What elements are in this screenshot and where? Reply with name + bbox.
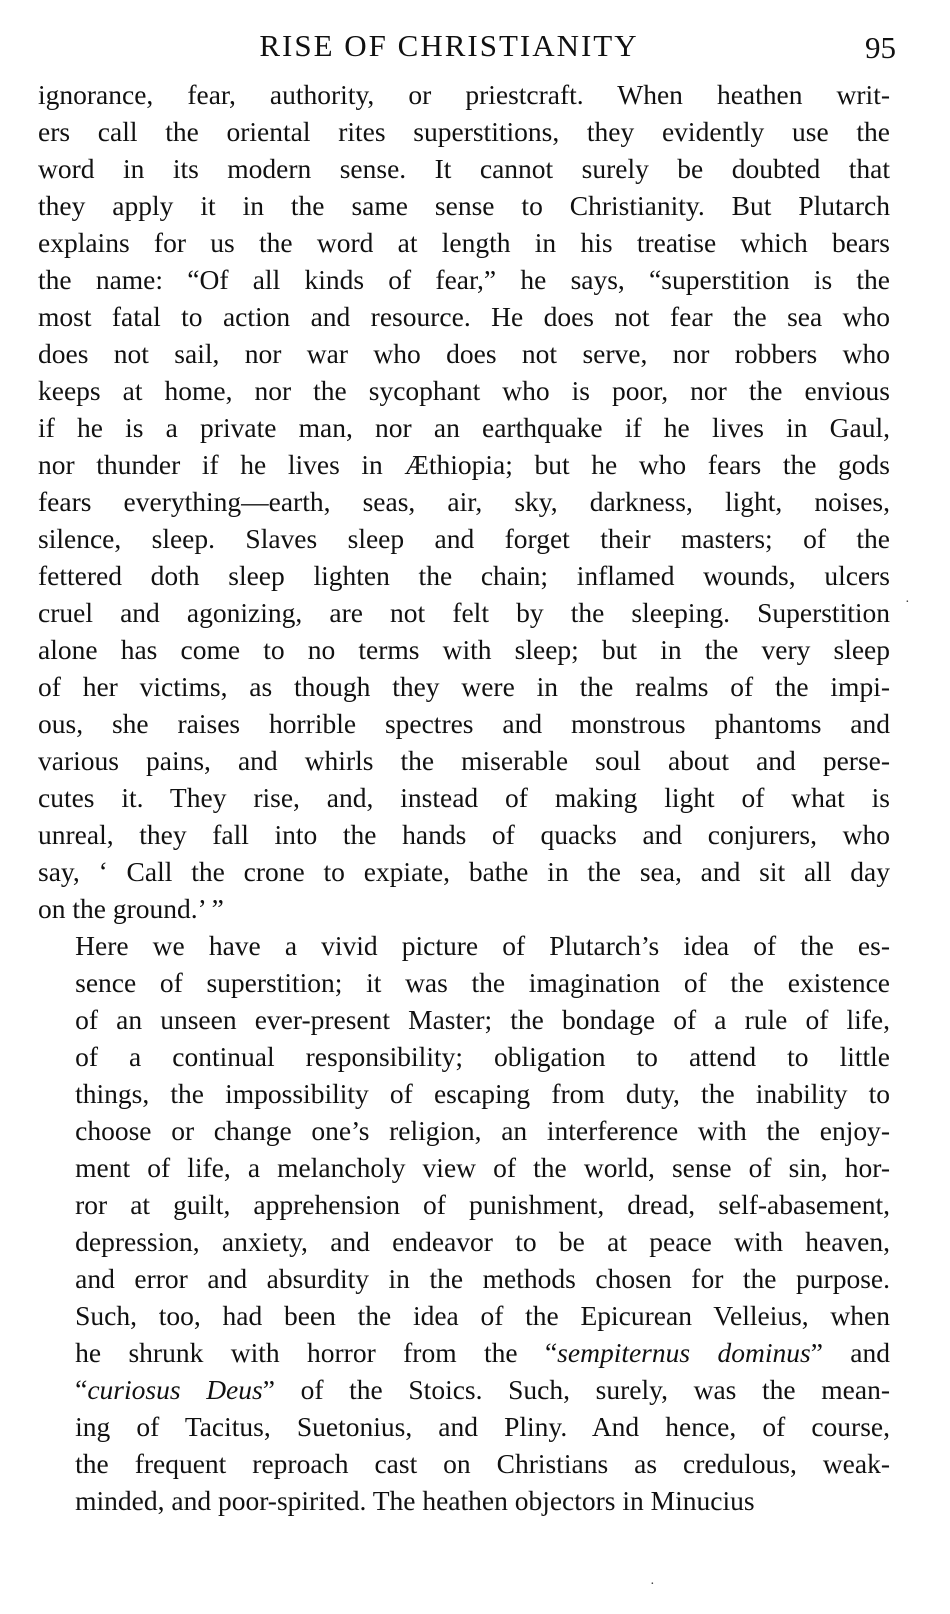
text-line: various pains, and whirls the miserable soul about and perse- bbox=[38, 745, 890, 776]
text-line: the name: “Of all kinds of fear,” he says, “superstition is the bbox=[38, 264, 890, 295]
text-line: on the ground.’ ” bbox=[38, 893, 224, 924]
body-text bbox=[38, 76, 890, 1519]
latin-phrase: curiosus Deus bbox=[87, 1374, 263, 1405]
running-head bbox=[38, 24, 896, 76]
paragraph bbox=[38, 76, 890, 927]
text-line: things, the impossibility of escaping from duty, the inability to bbox=[75, 1078, 890, 1109]
text-line: Here we have a vivid picture of Plutarch’s idea of the es- bbox=[75, 930, 890, 961]
text-line: of an unseen ever-present Master; the bondage of a rule of life, bbox=[75, 1004, 890, 1035]
text-line: silence, sleep. Slaves sleep and forget their masters; of the bbox=[38, 523, 890, 554]
text-run: ” of the Stoics. Such, surely, was the mean- bbox=[262, 1374, 890, 1405]
text-line: ers call the oriental rites superstitions, they evidently use the bbox=[38, 116, 890, 147]
text-line: keeps at home, nor the sycophant who is poor, nor the envious bbox=[38, 375, 890, 406]
text-line: alone has come to no terms with sleep; but in the very sleep bbox=[38, 634, 890, 665]
text-line: sence of superstition; it was the imagination of the existence bbox=[75, 967, 890, 998]
text-line: unreal, they fall into the hands of quacks and conjurers, who bbox=[38, 819, 890, 850]
text-line bbox=[38, 1334, 890, 1371]
text-line: they apply it in the same sense to Christianity. But Plutarch bbox=[38, 190, 890, 221]
text-line: of her victims, as though they were in the realms of the impi- bbox=[38, 671, 890, 702]
text-line: ror at guilt, apprehension of punishment, dread, self-abasement, bbox=[75, 1189, 890, 1220]
text-line: fears everything—earth, seas, air, sky, darkness, light, noises, bbox=[38, 486, 890, 517]
text-line: does not sail, nor war who does not serve, nor robbers who bbox=[38, 338, 890, 369]
running-title: RISE OF CHRISTIANITY bbox=[259, 28, 639, 63]
text-line: cruel and agonizing, are not felt by the sleeping. Superstition bbox=[38, 597, 890, 628]
text-line: if he is a private man, nor an earthquake if he lives in Gaul, bbox=[38, 412, 890, 443]
text-run: ” and bbox=[810, 1337, 890, 1368]
text-line bbox=[38, 1371, 890, 1408]
text-line: Such, too, had been the idea of the Epicurean Velleius, when bbox=[75, 1300, 890, 1331]
text-line: minded, and poor-spirited. The heathen objectors in Minucius bbox=[75, 1485, 755, 1516]
text-run: “ bbox=[75, 1374, 88, 1405]
text-line: say, ‘ Call the crone to expiate, bathe in the sea, and sit all day bbox=[38, 856, 890, 887]
text-line: of a continual responsibility; obligation to attend to little bbox=[75, 1041, 890, 1072]
text-line: nor thunder if he lives in Æthiopia; but he who fears the gods bbox=[38, 449, 890, 480]
print-speck: · bbox=[650, 1577, 655, 1592]
text-line: most fatal to action and resource. He does not fear the sea who bbox=[38, 301, 890, 332]
page-number: 95 bbox=[865, 30, 896, 65]
text-line: choose or change one’s religion, an interference with the enjoy- bbox=[75, 1115, 890, 1146]
text-run: he shrunk with horror from the “ bbox=[75, 1337, 558, 1368]
paragraph bbox=[38, 927, 890, 1519]
text-line: ing of Tacitus, Suetonius, and Pliny. And hence, of course, bbox=[75, 1411, 890, 1442]
text-line: ignorance, fear, authority, or priestcraft. When heathen writ- bbox=[38, 79, 890, 110]
text-line: explains for us the word at length in his treatise which bears bbox=[38, 227, 890, 258]
text-line: depression, anxiety, and endeavor to be at peace with heaven, bbox=[75, 1226, 890, 1257]
text-line: ment of life, a melancholy view of the world, sense of sin, hor- bbox=[75, 1152, 890, 1183]
text-line: word in its modern sense. It cannot surely be doubted that bbox=[38, 153, 890, 184]
print-speck: · bbox=[905, 595, 910, 610]
latin-phrase: sempiternus dominus bbox=[557, 1337, 811, 1368]
text-line: the frequent reproach cast on Christians as credulous, weak- bbox=[75, 1448, 890, 1479]
text-line: and error and absurdity in the methods chosen for the purpose. bbox=[75, 1263, 890, 1294]
text-line: ous, she raises horrible spectres and monstrous phantoms and bbox=[38, 708, 890, 739]
text-line: cutes it. They rise, and, instead of making light of what is bbox=[38, 782, 890, 813]
text-line: fettered doth sleep lighten the chain; inflamed wounds, ulcers bbox=[38, 560, 890, 591]
